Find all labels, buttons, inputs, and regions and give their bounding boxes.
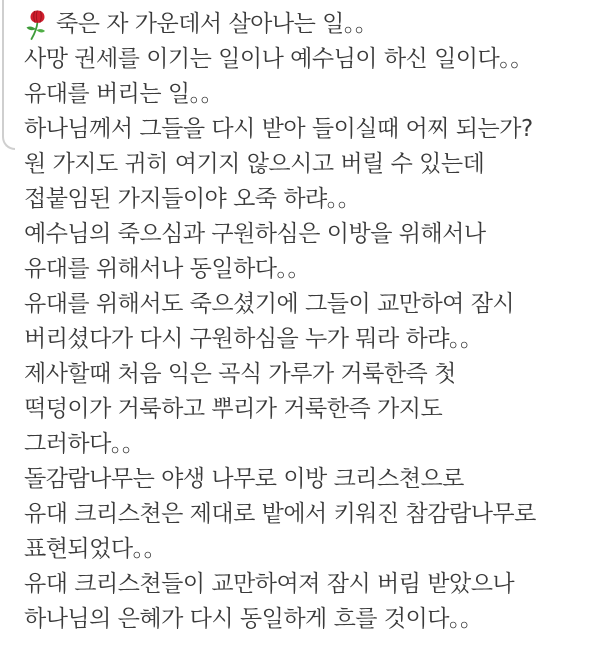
text-line: 예수님의 죽으심과 구원하심은 이방을 위해서나 xyxy=(24,221,486,247)
text-line: 유대를 버리는 일。。 xyxy=(24,81,224,107)
text-line: 제사할때 처음 익은 곡식 가루가 거룩한즉 첫 xyxy=(24,361,456,387)
text-line: 하나님께서 그들을 다시 받아 들이실때 어찌 되는가? xyxy=(24,116,533,142)
text-line: 하나님의 은혜가 다시 동일하게 흐를 것이다。。 xyxy=(24,606,483,632)
note-body xyxy=(24,7,596,637)
text-line: 유대 크리스쳔들이 교만하여져 잠시 버림 받았으나 xyxy=(24,571,515,597)
text-line: 유대를 위해서도 죽으셨기에 그들이 교만하여 잠시 xyxy=(24,291,515,317)
text-line: 버리셨다가 다시 구원하심을 누가 뭐라 하랴。。 xyxy=(24,326,483,352)
text-line: 사망 권세를 이기는 일이나 예수님이 하신 일이다。。 xyxy=(24,46,533,72)
bubble-corner-border xyxy=(2,0,15,150)
text-line xyxy=(24,7,596,42)
text-line: 돌감람나무는 야생 나무로 이방 크리스쳔으로 xyxy=(24,466,464,492)
rose-icon xyxy=(24,9,49,40)
text-line: 유대 크리스쳔은 제대로 밭에서 키워진 참감람나무로 xyxy=(24,501,536,527)
text-line: 표현되었다。。 xyxy=(24,536,167,562)
text-line: 떡덩이가 거룩하고 뿌리가 거룩한즉 가지도 xyxy=(24,396,443,422)
text-line: 원 가지도 귀히 여기지 않으시고 버릴 수 있는데 xyxy=(24,151,485,177)
text-line: 유대를 위해서나 동일하다。。 xyxy=(24,256,311,282)
text-line: 그러하다。。 xyxy=(24,431,145,457)
text-line: 접붙임된 가지들이야 오죽 하랴。。 xyxy=(24,186,361,212)
note-line-text: 죽은 자 가운데서 살아나는 일。。 xyxy=(56,11,378,37)
